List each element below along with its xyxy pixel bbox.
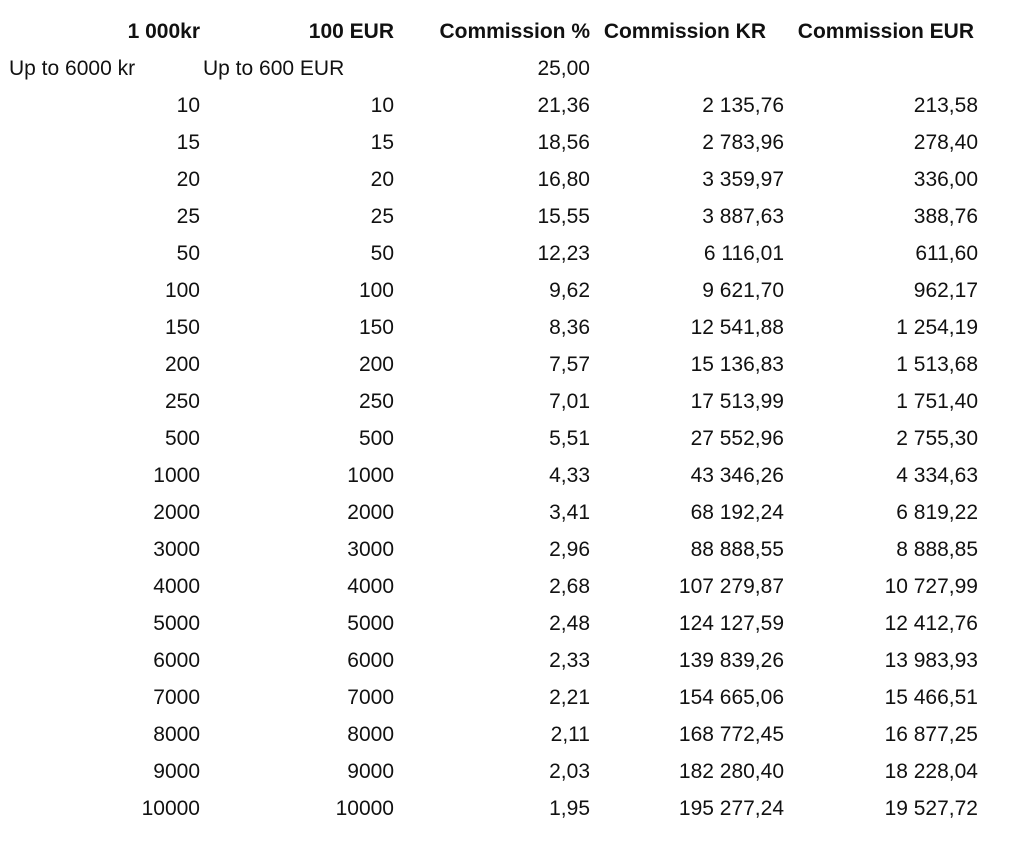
cell-commission-eur: 19 527,72	[884, 797, 978, 820]
table-row	[0, 272, 1024, 309]
table-row	[0, 383, 1024, 420]
cell-commission-kr: 124 127,59	[678, 612, 784, 635]
cell-kr: 8000	[153, 723, 200, 746]
table-row	[0, 716, 1024, 753]
table-row-up-to	[0, 50, 1024, 87]
cell-eur: 9000	[347, 760, 394, 783]
cell-eur: 4000	[347, 575, 394, 598]
cell-kr: 500	[164, 427, 200, 450]
cell-commission-kr: 88 888,55	[690, 538, 784, 561]
cell-up-to-6000-kr: Up to 6000 kr	[9, 57, 136, 80]
cell-commission-kr: 6 116,01	[703, 242, 784, 265]
cell-commission-percent: 2,21	[549, 686, 590, 709]
cell-commission-eur: 278,40	[913, 131, 978, 154]
cell-commission-kr: 27 552,96	[690, 427, 784, 450]
cell-eur: 2000	[347, 501, 394, 524]
cell-kr: 2000	[153, 501, 200, 524]
table-row	[0, 790, 1024, 827]
cell-commission-eur: 16 877,25	[884, 723, 978, 746]
cell-kr: 200	[164, 353, 200, 376]
table-row	[0, 531, 1024, 568]
table-row	[0, 457, 1024, 494]
cell-kr: 20	[176, 168, 200, 191]
table-row	[0, 161, 1024, 198]
cell-commission-eur: 336,00	[913, 168, 978, 191]
cell-commission-eur: 1 254,19	[896, 316, 978, 339]
cell-commission-eur: 2 755,30	[896, 427, 978, 450]
cell-eur: 20	[370, 168, 394, 191]
cell-commission-percent: 25,00	[537, 57, 590, 80]
table-row	[0, 124, 1024, 161]
cell-eur: 8000	[347, 723, 394, 746]
table-row	[0, 346, 1024, 383]
cell-commission-percent: 5,51	[549, 427, 590, 450]
cell-commission-eur: 388,76	[913, 205, 978, 228]
table-row	[0, 568, 1024, 605]
cell-kr: 150	[164, 316, 200, 339]
cell-commission-eur: 213,58	[913, 94, 978, 117]
cell-commission-kr: 168 772,45	[678, 723, 784, 746]
cell-commission-eur: 1 513,68	[896, 353, 978, 376]
header-row	[0, 13, 1024, 50]
cell-commission-kr: 107 279,87	[678, 575, 784, 598]
cell-commission-kr: 139 839,26	[678, 649, 784, 672]
table-row	[0, 494, 1024, 531]
cell-commission-eur: 962,17	[913, 279, 978, 302]
table-row	[0, 605, 1024, 642]
cell-commission-percent: 2,96	[549, 538, 590, 561]
cell-eur: 250	[358, 390, 394, 413]
cell-commission-kr: 43 346,26	[690, 464, 784, 487]
cell-commission-percent: 21,36	[537, 94, 590, 117]
table-row	[0, 87, 1024, 124]
cell-commission-kr: 3 887,63	[702, 205, 784, 228]
cell-up-to-600-eur: Up to 600 EUR	[203, 57, 345, 80]
header-commission-eur: Commission EUR	[797, 20, 974, 43]
cell-kr: 25	[176, 205, 200, 228]
cell-commission-eur: 4 334,63	[896, 464, 978, 487]
cell-commission-percent: 4,33	[549, 464, 590, 487]
cell-eur: 200	[358, 353, 394, 376]
cell-eur: 50	[370, 242, 394, 265]
cell-commission-kr: 182 280,40	[678, 760, 784, 783]
cell-eur: 5000	[347, 612, 394, 635]
cell-eur: 25	[370, 205, 394, 228]
cell-commission-percent: 1,95	[549, 797, 590, 820]
cell-commission-eur: 6 819,22	[896, 501, 978, 524]
cell-eur: 15	[370, 131, 394, 154]
cell-commission-percent: 7,01	[549, 390, 590, 413]
cell-kr: 9000	[153, 760, 200, 783]
cell-commission-percent: 18,56	[537, 131, 590, 154]
cell-commission-percent: 2,33	[549, 649, 590, 672]
cell-kr: 100	[164, 279, 200, 302]
cell-commission-percent: 12,23	[537, 242, 590, 265]
cell-kr: 5000	[153, 612, 200, 635]
cell-commission-kr: 2 135,76	[702, 94, 784, 117]
cell-commission-eur: 18 228,04	[884, 760, 978, 783]
cell-commission-percent: 9,62	[549, 279, 590, 302]
cell-commission-percent: 2,11	[550, 723, 590, 746]
cell-commission-eur: 13 983,93	[884, 649, 978, 672]
cell-kr: 50	[176, 242, 200, 265]
cell-commission-percent: 2,68	[549, 575, 590, 598]
cell-kr: 1000	[153, 464, 200, 487]
cell-commission-percent: 3,41	[549, 501, 590, 524]
cell-commission-kr: 9 621,70	[702, 279, 784, 302]
cell-commission-percent: 16,80	[537, 168, 590, 191]
header-commission-percent: Commission %	[439, 20, 590, 43]
table-row	[0, 309, 1024, 346]
cell-kr: 250	[164, 390, 200, 413]
cell-commission-eur: 15 466,51	[884, 686, 978, 709]
cell-kr: 10000	[141, 797, 200, 820]
cell-commission-kr: 15 136,83	[690, 353, 784, 376]
cell-eur: 100	[358, 279, 394, 302]
cell-kr: 3000	[153, 538, 200, 561]
cell-commission-eur: 611,60	[915, 242, 978, 265]
table-row	[0, 235, 1024, 272]
table-row	[0, 198, 1024, 235]
cell-eur: 150	[358, 316, 394, 339]
cell-kr: 15	[176, 131, 200, 154]
header-1000kr: 1 000kr	[127, 20, 200, 43]
cell-eur: 7000	[347, 686, 394, 709]
cell-commission-kr: 17 513,99	[690, 390, 784, 413]
header-100-eur: 100 EUR	[308, 20, 394, 43]
cell-eur: 1000	[347, 464, 394, 487]
cell-eur: 6000	[347, 649, 394, 672]
cell-commission-kr: 154 665,06	[678, 686, 784, 709]
cell-commission-eur: 10 727,99	[884, 575, 978, 598]
cell-commission-kr: 195 277,24	[678, 797, 784, 820]
cell-commission-eur: 8 888,85	[896, 538, 978, 561]
cell-commission-kr: 3 359,97	[702, 168, 784, 191]
cell-eur: 3000	[347, 538, 394, 561]
cell-commission-kr: 12 541,88	[690, 316, 784, 339]
cell-commission-eur: 1 751,40	[896, 390, 978, 413]
cell-commission-kr: 2 783,96	[702, 131, 784, 154]
cell-kr: 7000	[153, 686, 200, 709]
table-row	[0, 753, 1024, 790]
cell-kr: 4000	[153, 575, 200, 598]
header-commission-kr: Commission KR	[603, 20, 766, 43]
cell-kr: 10	[176, 94, 200, 117]
cell-kr: 6000	[153, 649, 200, 672]
cell-commission-kr: 68 192,24	[690, 501, 784, 524]
cell-commission-percent: 15,55	[537, 205, 590, 228]
table-row	[0, 420, 1024, 457]
table-row	[0, 642, 1024, 679]
cell-commission-eur: 12 412,76	[884, 612, 978, 635]
cell-commission-percent: 2,48	[549, 612, 590, 635]
cell-commission-percent: 2,03	[549, 760, 590, 783]
cell-commission-percent: 7,57	[549, 353, 590, 376]
cell-commission-percent: 8,36	[549, 316, 590, 339]
cell-eur: 10	[370, 94, 394, 117]
table-row	[0, 679, 1024, 716]
cell-eur: 500	[358, 427, 394, 450]
cell-eur: 10000	[335, 797, 394, 820]
